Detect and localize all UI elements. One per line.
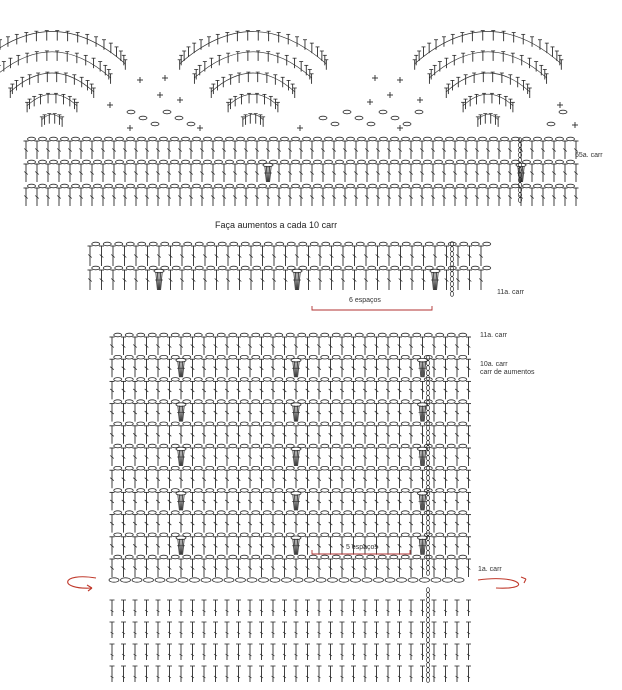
spaces-6-label: 6 espaços [349,297,381,304]
fan-border-section [0,31,578,131]
spaces-5-label: 5 espaços [346,544,378,551]
row-label-11: 11a. carr [480,332,508,339]
increase-instruction: Faça aumentos a cada 10 carr [215,220,338,230]
row-label-10: 10a. carr [480,361,508,368]
row-label-1: 1a. carr [478,566,502,573]
foundation-section [109,578,471,683]
middle-chart-section [88,242,491,297]
row-label-11-top: 11a. carr [497,289,525,296]
upper-body-rows [24,137,579,206]
row-label-10-sub: carr de aumentos [480,369,535,376]
main-chart-section [110,333,472,577]
row-label-65: 65a. carr [575,152,603,159]
